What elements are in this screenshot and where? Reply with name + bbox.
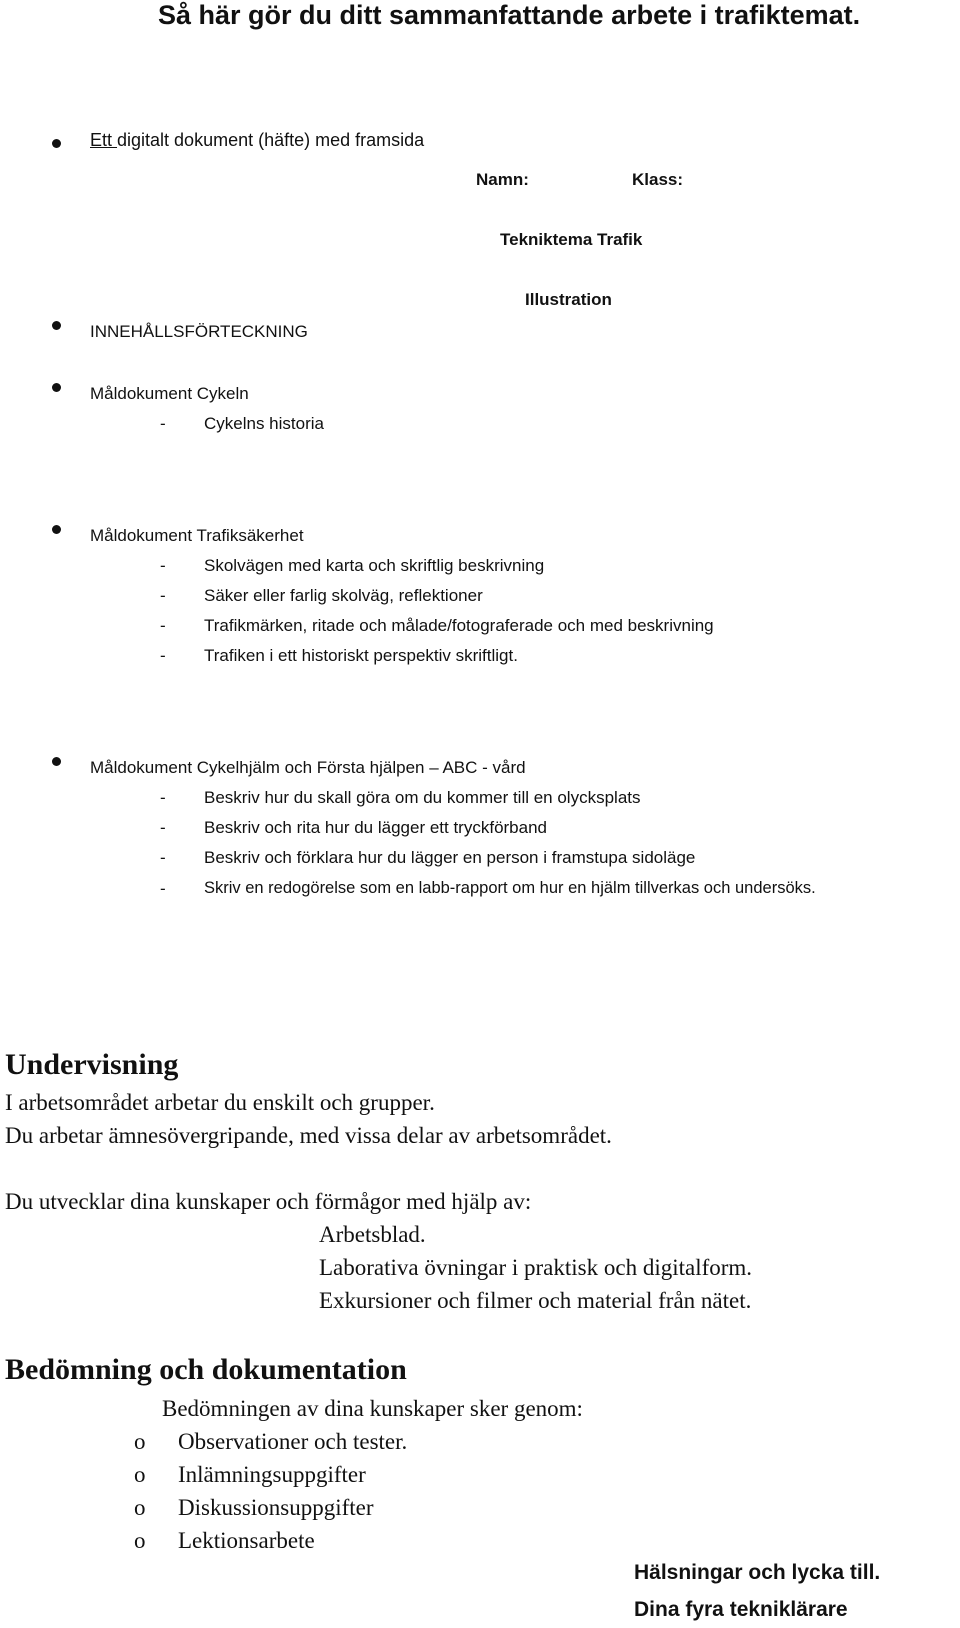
cover-illustration: Illustration (525, 290, 612, 309)
list-marker: o (134, 1429, 146, 1454)
trafik-item: Skolvägen med karta och skriftlig beskrivning (204, 556, 545, 575)
hjalm-item: Skriv en redogörelse som en labb-rapport om hur en hjälm tillverkas och undersöks. (204, 879, 816, 897)
bullet-dot (52, 321, 61, 330)
undervisning-intro: Du utvecklar dina kunskaper och förmågor med hjälp av: (5, 1189, 532, 1214)
trafik-item: Trafikmärken, ritade och målade/fotograferade och med beskrivning (204, 616, 714, 635)
signoff-greeting: Hälsningar och lycka till. (634, 1561, 881, 1584)
signoff-signature: Dina fyra tekniklärare (634, 1598, 848, 1621)
cover-theme: Tekniktema Trafik (500, 230, 643, 249)
name-label: Namn: (476, 170, 529, 189)
undervisning-item: Laborativa övningar i praktisk och digitalform. (319, 1255, 753, 1280)
bedomning-item: Diskussionsuppgifter (178, 1495, 374, 1520)
dash-marker: - (160, 818, 166, 837)
bedomning-item: Lektionsarbete (178, 1528, 315, 1553)
cover-item (90, 130, 424, 151)
list-marker: o (134, 1528, 146, 1553)
toc-item: INNEHÅLLSFÖRTECKNING (90, 322, 308, 341)
trafik-heading: Måldokument Trafiksäkerhet (90, 526, 304, 545)
bedomning-item: Inlämningsuppgifter (178, 1462, 366, 1487)
dash-marker: - (160, 646, 166, 665)
undervisning-line: I arbetsområdet arbetar du enskilt och grupper. (5, 1090, 435, 1115)
cover-item-prefix: Ett (90, 130, 118, 150)
list-marker: o (134, 1495, 146, 1520)
cover-item-text: digitalt dokument (häfte) med framsida (117, 130, 425, 150)
dash-marker: - (160, 586, 166, 605)
bedomning-intro: Bedömningen av dina kunskaper sker genom: (162, 1396, 583, 1421)
undervisning-line: Du arbetar ämnesövergripande, med vissa delar av arbetsområdet. (5, 1123, 612, 1148)
hjalm-heading: Måldokument Cykelhjälm och Första hjälpen – ABC - vård (90, 758, 526, 777)
cykeln-heading: Måldokument Cykeln (90, 384, 249, 403)
class-label: Klass: (632, 170, 684, 189)
list-marker: o (134, 1462, 146, 1487)
hjalm-item: Beskriv och rita hur du lägger ett tryckförband (204, 818, 547, 837)
bullet-dot (52, 139, 61, 148)
bullet-dot (52, 757, 61, 766)
cykeln-item: Cykelns historia (204, 414, 324, 433)
dash-marker: - (160, 414, 166, 433)
page-title: Så här gör du ditt sammanfattande arbete i trafiktemat. (158, 0, 861, 30)
dash-marker: - (160, 788, 166, 807)
bullet-dot (52, 383, 61, 392)
hjalm-item: Beskriv hur du skall göra om du kommer till en olycksplats (204, 788, 641, 807)
dash-marker: - (160, 556, 166, 575)
undervisning-heading: Undervisning (5, 1048, 179, 1081)
trafik-item: Trafiken i ett historiskt perspektiv skriftligt. (204, 646, 518, 665)
bedomning-heading: Bedömning och dokumentation (5, 1353, 407, 1386)
dash-marker: - (160, 848, 166, 867)
undervisning-item: Exkursioner och filmer och material från nätet. (319, 1288, 752, 1313)
bedomning-item: Observationer och tester. (178, 1429, 408, 1454)
trafik-item: Säker eller farlig skolväg, reflektioner (204, 586, 483, 605)
hjalm-item: Beskriv och förklara hur du lägger en person i framstupa sidoläge (204, 848, 696, 867)
dash-marker: - (160, 616, 166, 635)
bullet-dot (52, 525, 61, 534)
dash-marker: - (160, 879, 166, 898)
undervisning-item: Arbetsblad. (319, 1222, 426, 1247)
